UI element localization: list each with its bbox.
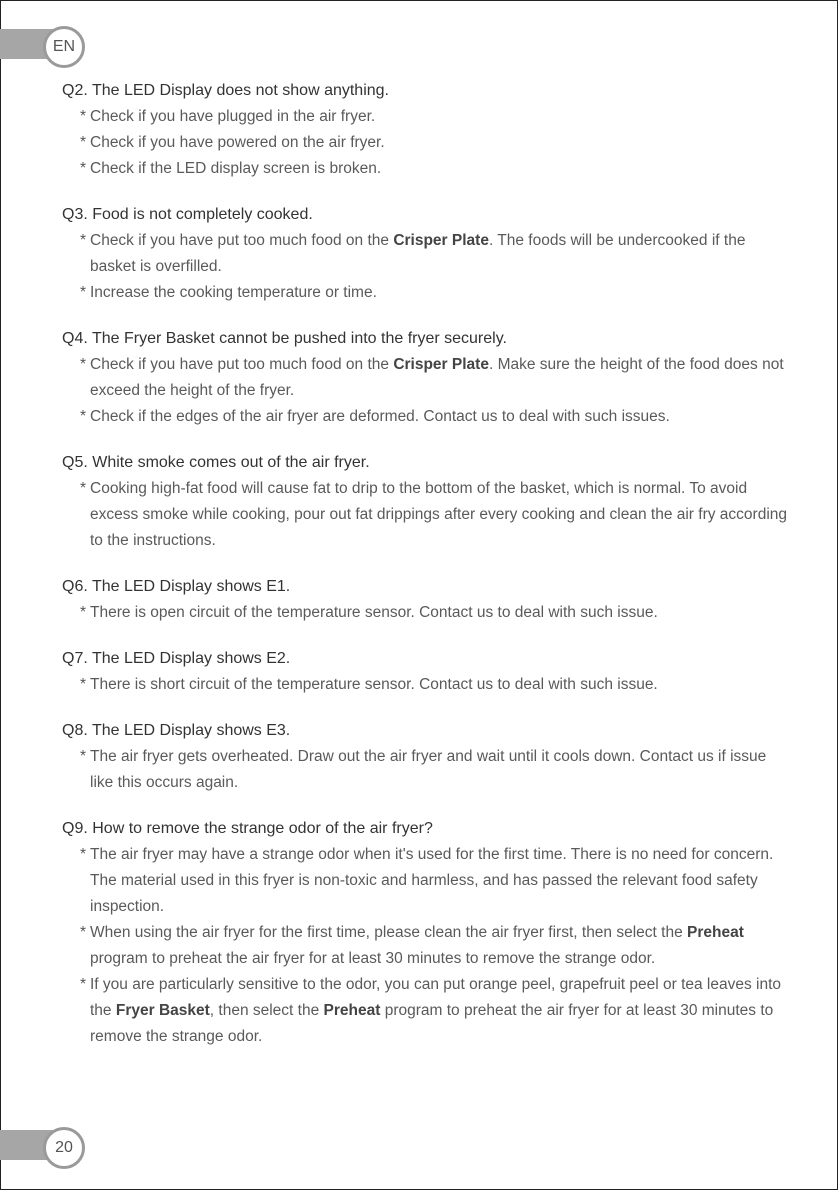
bold-term: Crisper Plate (393, 232, 489, 249)
faq-entry (62, 646, 792, 698)
faq-entry (62, 718, 792, 796)
faq-question: Q2. The LED Display does not show anything. (62, 82, 389, 99)
bold-term: Crisper Plate (393, 356, 489, 373)
faq-answer-item (62, 352, 792, 404)
faq-answer-item (62, 972, 792, 1050)
language-badge (43, 26, 85, 68)
faq-answer-list (62, 228, 792, 306)
faq-answer-list (62, 352, 792, 430)
faq-answer-item (62, 744, 792, 796)
faq-answer-list (62, 672, 792, 698)
faq-answer-list (62, 842, 792, 1050)
faq-answer-list (62, 600, 792, 626)
faq-answer-item (62, 404, 792, 430)
answer-text: Check if the LED display screen is broken. (90, 160, 382, 177)
answer-text: Check if you have plugged in the air fryer. (90, 108, 376, 125)
faq-answer-item (62, 130, 792, 156)
faq-section (62, 78, 792, 1070)
faq-entry (62, 326, 792, 430)
answer-text: There is short circuit of the temperature sensor. Contact us to deal with such issue. (90, 676, 658, 693)
language-label: EN (52, 38, 76, 55)
faq-entry (62, 816, 792, 1050)
answer-text: Check if you have powered on the air fryer. (90, 134, 385, 151)
bold-term: Fryer Basket (115, 1002, 210, 1019)
answer-text: , then select the (209, 1002, 324, 1019)
page-number: 20 (55, 1139, 73, 1156)
faq-answer-item (62, 104, 792, 130)
faq-answer-item (62, 672, 792, 698)
faq-answer-list (62, 744, 792, 796)
faq-question: Q8. The LED Display shows E3. (62, 722, 291, 739)
faq-question: Q4. The Fryer Basket cannot be pushed into the fryer securely. (62, 330, 507, 347)
answer-text: . The foods will be undercooked if the basket is overfilled. (90, 232, 746, 275)
faq-entry (62, 450, 792, 554)
faq-answer-item (62, 156, 792, 182)
answer-text: program to preheat the air fryer for at least 30 minutes to remove the strange odor. (90, 1002, 774, 1045)
faq-answer-item (62, 228, 792, 280)
answer-text: There is open circuit of the temperature sensor. Contact us to deal with such issue. (90, 604, 658, 621)
faq-question: Q3. Food is not completely cooked. (62, 206, 313, 223)
faq-entry (62, 78, 792, 182)
faq-answer-list (62, 476, 792, 554)
faq-question: Q6. The LED Display shows E1. (62, 578, 291, 595)
faq-question: Q9. How to remove the strange odor of the air fryer? (62, 820, 433, 837)
bold-term: Preheat (323, 1002, 381, 1019)
answer-text: If you are particularly sensitive to the odor, you can put orange peel, grapefruit peel or tea leaves into the (90, 976, 782, 1019)
answer-text: Check if the edges of the air fryer are deformed. Contact us to deal with such issues. (90, 408, 670, 425)
answer-text: The air fryer gets overheated. Draw out the air fryer and wait until it cools down. Contact us if issue like this occurs again. (90, 748, 767, 791)
faq-question: Q7. The LED Display shows E2. (62, 650, 291, 667)
answer-text: Check if you have put too much food on the (90, 356, 394, 373)
faq-entry (62, 574, 792, 626)
bold-term: Preheat (687, 924, 744, 941)
answer-text: Cooking high-fat food will cause fat to drip to the bottom of the basket, which is normal. To avoid excess smoke while cooking, pour out fat drippings after every cooking and clean the air fry according to the instructions. (90, 480, 788, 549)
faq-question: Q5. White smoke comes out of the air fryer. (62, 454, 370, 471)
answer-text: program to preheat the air fryer for at least 30 minutes to remove the strange odor. (90, 950, 656, 967)
page-number-badge (43, 1127, 85, 1169)
answer-text: The air fryer may have a strange odor when it's used for the first time. There is no need for concern. The material used in this fryer is non-toxic and harmless, and has passed the relevant food safety inspection. (90, 846, 774, 915)
answer-text: . Make sure the height of the food does not exceed the height of the fryer. (90, 356, 784, 399)
faq-answer-item (62, 476, 792, 554)
faq-answer-item (62, 600, 792, 626)
answer-text: When using the air fryer for the first time, please clean the air fryer first, then select the (90, 924, 688, 941)
answer-text: Increase the cooking temperature or time. (90, 284, 377, 301)
faq-answer-item (62, 280, 792, 306)
answer-text: Check if you have put too much food on the (90, 232, 394, 249)
faq-answer-item (62, 920, 792, 972)
faq-answer-list (62, 104, 792, 182)
faq-answer-item (62, 842, 792, 920)
faq-entry (62, 202, 792, 306)
